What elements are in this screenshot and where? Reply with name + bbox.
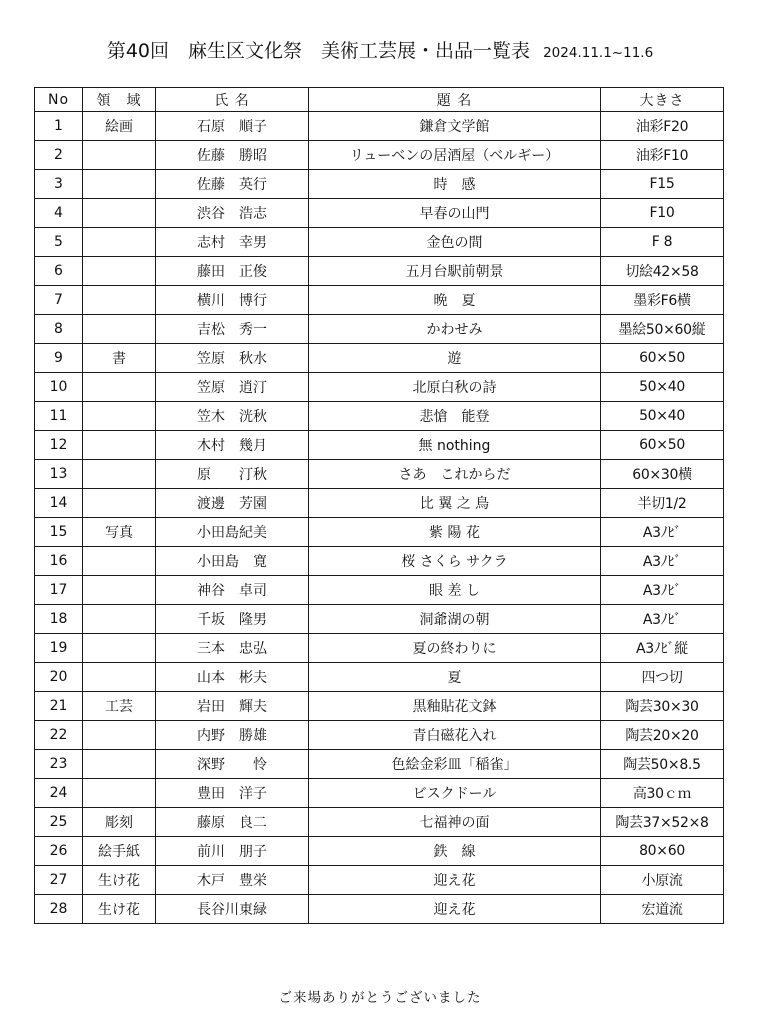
- cell-title: 比 翼 之 鳥: [309, 489, 601, 518]
- cell-no: 11: [35, 402, 83, 431]
- cell-name: 吉松 秀一: [156, 315, 309, 344]
- cell-name: 神谷 卓司: [156, 576, 309, 605]
- table-row: [35, 750, 724, 779]
- cell-name: 原 汀秋: [156, 460, 309, 489]
- cell-no: 20: [35, 663, 83, 692]
- cell-title: 時 感: [309, 170, 601, 199]
- cell-name: 三本 忠弘: [156, 634, 309, 663]
- cell-no: 25: [35, 808, 83, 837]
- page-title: [0, 36, 760, 63]
- cell-no: 2: [35, 141, 83, 170]
- cell-no: 1: [35, 112, 83, 141]
- cell-title: ビスクドール: [309, 779, 601, 808]
- cell-field: [83, 547, 156, 576]
- cell-size: F15: [601, 170, 724, 199]
- cell-no: 22: [35, 721, 83, 750]
- cell-field: [83, 257, 156, 286]
- column-header-no: No: [35, 88, 83, 112]
- cell-name: 豊田 洋子: [156, 779, 309, 808]
- cell-name: 横川 博行: [156, 286, 309, 315]
- cell-field: 生け花: [83, 866, 156, 895]
- cell-title: 五月台駅前朝景: [309, 257, 601, 286]
- table-row: [35, 170, 724, 199]
- cell-no: 23: [35, 750, 83, 779]
- table-row: [35, 663, 724, 692]
- cell-no: 10: [35, 373, 83, 402]
- cell-title: 早春の山門: [309, 199, 601, 228]
- cell-field: 彫刻: [83, 808, 156, 837]
- cell-title: 迎え花: [309, 866, 601, 895]
- cell-title: 青白磁花入れ: [309, 721, 601, 750]
- cell-size: A3ﾉﾋﾞ: [601, 576, 724, 605]
- cell-title: 鉄 線: [309, 837, 601, 866]
- cell-no: 21: [35, 692, 83, 721]
- cell-title: さあ これからだ: [309, 460, 601, 489]
- table-row: [35, 866, 724, 895]
- cell-no: 5: [35, 228, 83, 257]
- cell-field: [83, 286, 156, 315]
- cell-title: 晩 夏: [309, 286, 601, 315]
- cell-title: 迎え花: [309, 895, 601, 924]
- cell-title: 金色の間: [309, 228, 601, 257]
- table-row: [35, 315, 724, 344]
- table-body: [35, 112, 724, 924]
- cell-size: A3ﾉﾋﾞ縦: [601, 634, 724, 663]
- cell-title: 洞爺湖の朝: [309, 605, 601, 634]
- cell-size: 60×30横: [601, 460, 724, 489]
- cell-no: 13: [35, 460, 83, 489]
- cell-field: [83, 199, 156, 228]
- cell-field: [83, 663, 156, 692]
- cell-name: 深野 怜: [156, 750, 309, 779]
- table-row: [35, 837, 724, 866]
- cell-name: 藤原 良二: [156, 808, 309, 837]
- cell-name: 渡邊 芳園: [156, 489, 309, 518]
- cell-title: 眼 差 し: [309, 576, 601, 605]
- cell-title: 無 nothing: [309, 431, 601, 460]
- table-row: [35, 634, 724, 663]
- table-row: [35, 286, 724, 315]
- cell-name: 小田島 寛: [156, 547, 309, 576]
- cell-name: 笠木 洸秋: [156, 402, 309, 431]
- cell-no: 8: [35, 315, 83, 344]
- column-header-size: 大きさ: [601, 88, 724, 112]
- cell-size: 陶芸37×52×8: [601, 808, 724, 837]
- cell-name: 千坂 隆男: [156, 605, 309, 634]
- cell-size: 80×60: [601, 837, 724, 866]
- cell-no: 27: [35, 866, 83, 895]
- cell-title: 七福神の面: [309, 808, 601, 837]
- table-row: [35, 460, 724, 489]
- table-row: [35, 112, 724, 141]
- cell-no: 24: [35, 779, 83, 808]
- cell-name: 岩田 輝夫: [156, 692, 309, 721]
- cell-no: 15: [35, 518, 83, 547]
- cell-field: [83, 170, 156, 199]
- cell-title: 悲愴 能登: [309, 402, 601, 431]
- cell-size: 墨彩F6横: [601, 286, 724, 315]
- cell-size: 陶芸20×20: [601, 721, 724, 750]
- cell-name: 内野 勝雄: [156, 721, 309, 750]
- cell-field: 工芸: [83, 692, 156, 721]
- cell-size: A3ﾉﾋﾞ: [601, 518, 724, 547]
- table-row: [35, 141, 724, 170]
- cell-field: 写真: [83, 518, 156, 547]
- cell-name: 山本 彬夫: [156, 663, 309, 692]
- cell-name: 石原 順子: [156, 112, 309, 141]
- cell-field: 書: [83, 344, 156, 373]
- cell-no: 14: [35, 489, 83, 518]
- cell-no: 26: [35, 837, 83, 866]
- cell-field: 絵画: [83, 112, 156, 141]
- cell-name: 笠原 逍汀: [156, 373, 309, 402]
- cell-field: [83, 750, 156, 779]
- column-header-title: 題 名: [309, 88, 601, 112]
- cell-field: [83, 373, 156, 402]
- cell-size: 陶芸50×8.5: [601, 750, 724, 779]
- cell-no: 17: [35, 576, 83, 605]
- table-row: [35, 576, 724, 605]
- table-row: [35, 489, 724, 518]
- table-header-row: [35, 88, 724, 112]
- table-row: [35, 518, 724, 547]
- cell-size: 墨絵50×60縦: [601, 315, 724, 344]
- cell-title: 紫 陽 花: [309, 518, 601, 547]
- cell-no: 4: [35, 199, 83, 228]
- cell-field: 絵手紙: [83, 837, 156, 866]
- cell-size: F10: [601, 199, 724, 228]
- cell-name: 前川 朋子: [156, 837, 309, 866]
- cell-name: 笠原 秋水: [156, 344, 309, 373]
- cell-title: 黒釉貼花文鉢: [309, 692, 601, 721]
- cell-size: 半切1/2: [601, 489, 724, 518]
- cell-size: 油彩F20: [601, 112, 724, 141]
- table-row: [35, 431, 724, 460]
- document-title: 第40回 麻生区文化祭 美術工芸展・出品一覧表: [106, 40, 530, 62]
- cell-title: 色絵金彩皿「稲雀」: [309, 750, 601, 779]
- cell-title: 北原白秋の詩: [309, 373, 601, 402]
- cell-no: 3: [35, 170, 83, 199]
- cell-name: 木戸 豊栄: [156, 866, 309, 895]
- cell-size: 60×50: [601, 344, 724, 373]
- cell-field: [83, 779, 156, 808]
- table-row: [35, 373, 724, 402]
- column-header-name: 氏 名: [156, 88, 309, 112]
- cell-field: [83, 460, 156, 489]
- cell-name: 長谷川東緑: [156, 895, 309, 924]
- cell-field: [83, 721, 156, 750]
- cell-title: かわせみ: [309, 315, 601, 344]
- cell-title: 鎌倉文学館: [309, 112, 601, 141]
- table-row: [35, 228, 724, 257]
- column-header-field: 領 域: [83, 88, 156, 112]
- cell-size: 宏道流: [601, 895, 724, 924]
- table-row: [35, 547, 724, 576]
- table-row: [35, 605, 724, 634]
- cell-field: [83, 634, 156, 663]
- cell-no: 9: [35, 344, 83, 373]
- table-row: [35, 402, 724, 431]
- cell-no: 18: [35, 605, 83, 634]
- cell-name: 志村 幸男: [156, 228, 309, 257]
- cell-name: 渋谷 浩志: [156, 199, 309, 228]
- cell-no: 16: [35, 547, 83, 576]
- table-row: [35, 692, 724, 721]
- cell-field: [83, 605, 156, 634]
- table-row: [35, 895, 724, 924]
- cell-no: 6: [35, 257, 83, 286]
- cell-no: 7: [35, 286, 83, 315]
- table-row: [35, 808, 724, 837]
- table-row: [35, 257, 724, 286]
- cell-size: 50×40: [601, 373, 724, 402]
- exhibition-dates: 2024.11.1~11.6: [543, 45, 654, 61]
- cell-size: A3ﾉﾋﾞ: [601, 605, 724, 634]
- cell-size: A3ﾉﾋﾞ: [601, 547, 724, 576]
- cell-name: 佐藤 英行: [156, 170, 309, 199]
- table-row: [35, 779, 724, 808]
- cell-title: 遊: [309, 344, 601, 373]
- cell-field: [83, 228, 156, 257]
- cell-field: [83, 576, 156, 605]
- cell-size: 高30ｃｍ: [601, 779, 724, 808]
- cell-title: 夏: [309, 663, 601, 692]
- cell-field: [83, 315, 156, 344]
- exhibit-table: [34, 87, 724, 924]
- cell-size: 60×50: [601, 431, 724, 460]
- cell-name: 藤田 正俊: [156, 257, 309, 286]
- cell-size: 陶芸30×30: [601, 692, 724, 721]
- table-row: [35, 721, 724, 750]
- cell-name: 佐藤 勝昭: [156, 141, 309, 170]
- cell-no: 28: [35, 895, 83, 924]
- cell-size: F 8: [601, 228, 724, 257]
- cell-size: 小原流: [601, 866, 724, 895]
- cell-name: 木村 幾月: [156, 431, 309, 460]
- cell-field: [83, 431, 156, 460]
- cell-size: 油彩F10: [601, 141, 724, 170]
- cell-name: 小田島紀美: [156, 518, 309, 547]
- cell-size: 四つ切: [601, 663, 724, 692]
- cell-field: [83, 141, 156, 170]
- cell-no: 19: [35, 634, 83, 663]
- table-row: [35, 199, 724, 228]
- table-row: [35, 344, 724, 373]
- cell-field: [83, 489, 156, 518]
- cell-no: 12: [35, 431, 83, 460]
- thank-you-message: ご来場ありがとうございました: [278, 990, 482, 1006]
- cell-field: [83, 402, 156, 431]
- cell-size: 50×40: [601, 402, 724, 431]
- cell-field: 生け花: [83, 895, 156, 924]
- cell-title: リューベンの居酒屋（ベルギー）: [309, 141, 601, 170]
- cell-title: 夏の終わりに: [309, 634, 601, 663]
- cell-title: 桜 さくら サクラ: [309, 547, 601, 576]
- cell-size: 切絵42×58: [601, 257, 724, 286]
